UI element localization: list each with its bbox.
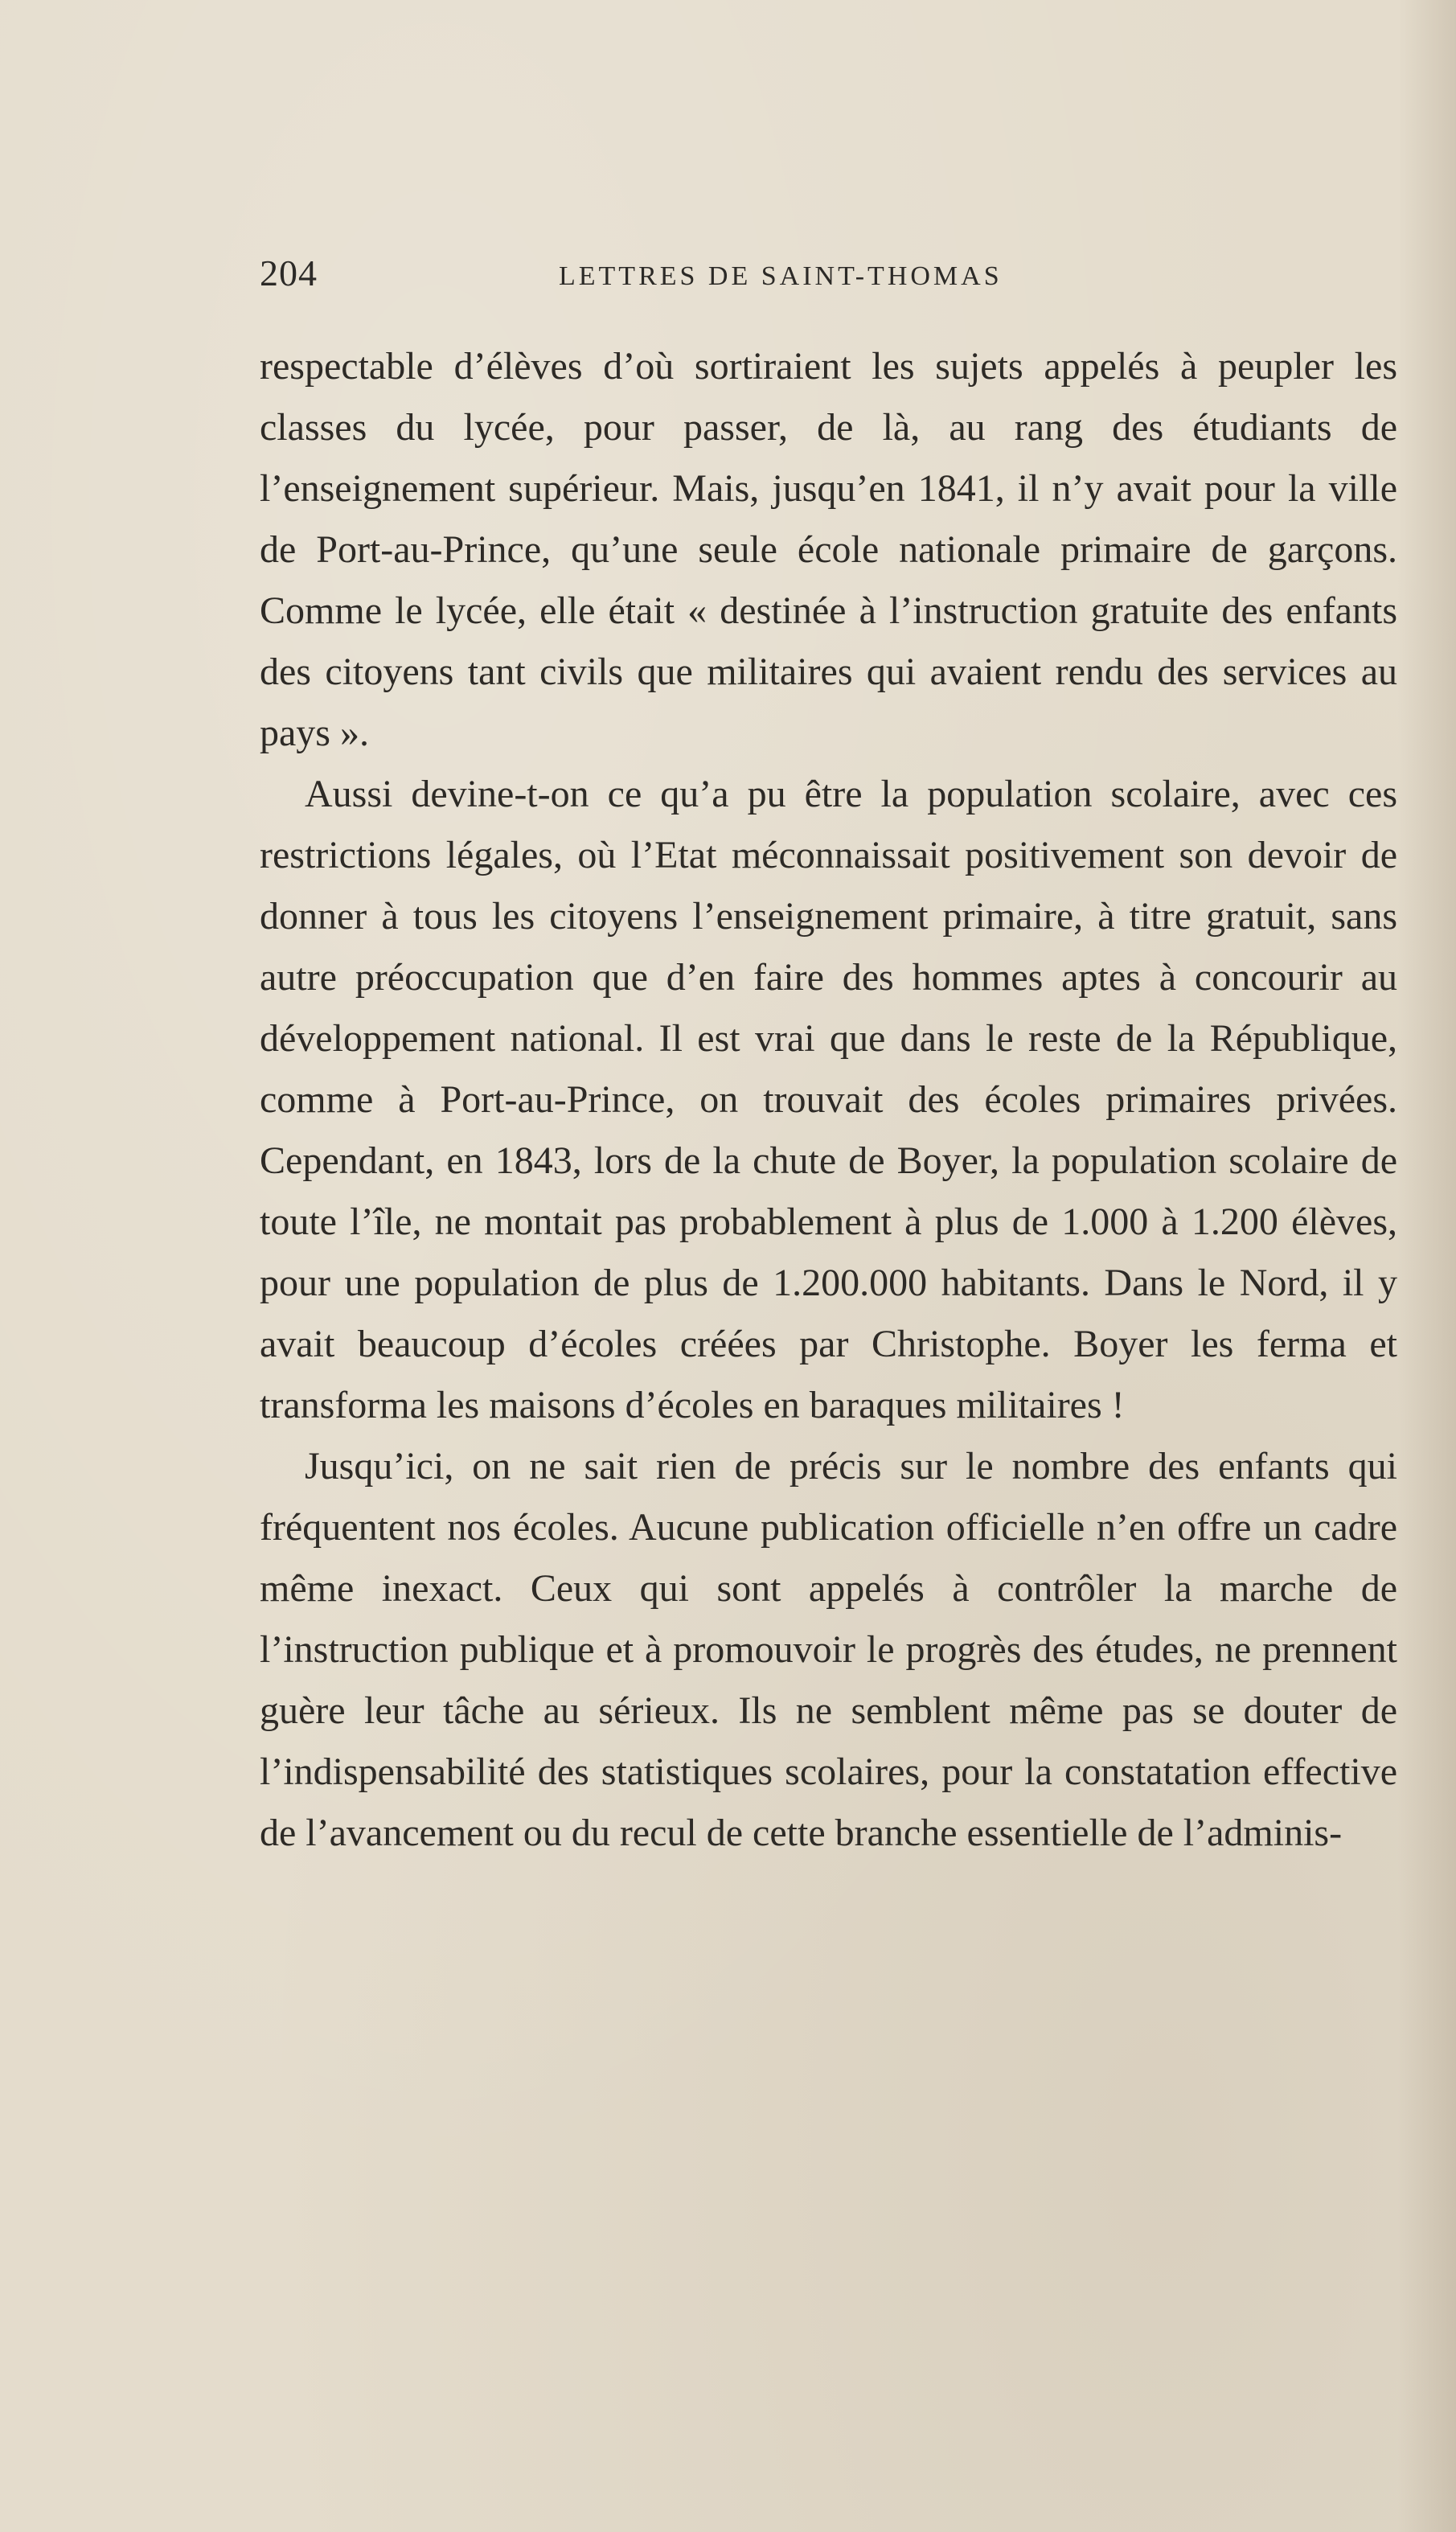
running-title: LETTRES DE SAINT-THOMAS [559,261,1003,291]
page-number: 204 [260,252,318,293]
page-header [260,249,1397,298]
paragraph-continuation: respectable d’élèves d’où sortiraient les sujets appelés à peupler les classes du lycée, pour passer, de là, au rang des étudiants de l’enseignement supérieur. Mais, jusqu’en 1841, il n’y avait pour la ville de Port-au-Prince, qu’une seule école nationale primaire de garçons. Comme le lycée, elle était « destinée à l’instruction gratuite des enfants des citoyens tant civils que militaires qui avaient rendu des services au pays ». [260,345,1397,754]
body-text [260,336,1397,1864]
paragraph-statistics: Jusqu’ici, on ne sait rien de précis sur le nombre des enfants qui fréquentent nos écoles. Aucune publication officielle n’en offre un cadre même inexact. Ceux qui sont appelés à contrôler la marche de l’instruction publique et à promouvoir le progrès des études, ne prennent guère leur tâche au sérieux. Ils ne semblent même pas se douter de l’indispensabilité des statistiques scolaires, pour la constatation effective de l’avancement ou du recul de cette branche essentielle de l’adminis- [260,1445,1397,1854]
paragraph-school-population: Aussi devine-t-on ce qu’a pu être la population scolaire, avec ces restrictions légales, où l’Etat méconnaissait positivement son devoir de donner à tous les citoyens l’enseignement primaire, à titre gratuit, sans autre préoccupation que d’en faire des hommes aptes à concourir au développement national. Il est vrai que dans le reste de la République, comme à Port-au-Prince, on trouvait des écoles primaires privées. Cependant, en 1843, lors de la chute de Boyer, la population scolaire de toute l’île, ne montait pas probablement à plus de 1.000 à 1.200 élèves, pour une population de plus de 1.200.000 habitants. Dans le Nord, il y avait beaucoup d’écoles créées par Christophe. Boyer les ferma et transforma les maisons d’écoles en baraques militaires ! [260,773,1397,1426]
